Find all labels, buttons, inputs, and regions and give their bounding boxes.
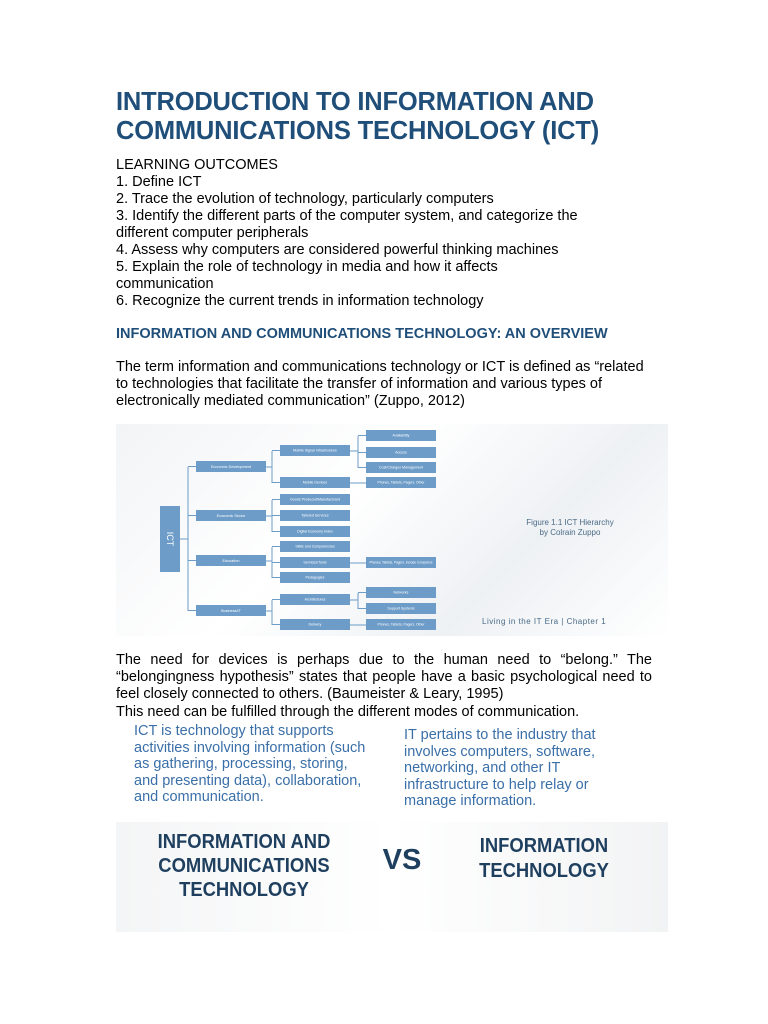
ict-definition-paragraph: The term information and communications technology or ICT is defined as “related to technologies that facilitate the transfer of information and various types of electronically mediated communication” (Zuppo, 2012) (116, 359, 644, 409)
outcome-item: 6. Recognize the current trends in information technology (116, 293, 484, 309)
belongingness-paragraph: The need for devices is perhaps due to the human need to “belong.” The “belongingness hypothesis” states that people have a basic psychological need to feel closely connected to others. (Baumeister & Leary, 1995) (116, 652, 652, 702)
level2-item-label: Services/Tools (303, 560, 327, 565)
modes-sentence: This need can be fulfilled through the different modes of communication. (116, 704, 580, 720)
learning-outcomes-heading: LEARNING OUTCOMES (116, 157, 278, 173)
ict-vs-it-banner (116, 822, 668, 932)
level3-item-label: Phones, Tablets, Pagers, Other (377, 622, 425, 627)
page-title: INTRODUCTION TO INFORMATION AND COMMUNICATIONS TECHNOLOGY (ICT) (116, 88, 599, 145)
level2-item-label: Tailored Services (301, 513, 329, 518)
level2-item-label: Goods Produced/Manufactured (290, 497, 340, 502)
level2-item-label: Architectures (304, 597, 326, 602)
outcome-item: 2. Trace the evolution of technology, particularly computers (116, 191, 494, 207)
level3-item-label: Availability (392, 433, 410, 438)
level2-item-label: Pedagogies (305, 575, 325, 580)
vs-label: VS (382, 844, 422, 876)
level1-item-label: Economic Development (210, 464, 252, 469)
ict-label: INFORMATION AND COMMUNICATIONS TECHNOLOGY (157, 831, 331, 901)
figure-caption-line1: Figure 1.1 ICT Hierarchy (526, 518, 614, 527)
figure-caption-line2: by Colrain Zuppo (539, 528, 601, 537)
level2-item-label: Skills and Competencies (295, 544, 335, 549)
level1-item-label: Education (222, 558, 240, 563)
it-label: INFORMATION TECHNOLOGY (479, 835, 609, 882)
level2-item-label: Mobile Devices (302, 480, 328, 485)
root-ict-label: ICT (165, 531, 175, 547)
overview-heading: INFORMATION AND COMMUNICATIONS TECHNOLOGY: AN OVERVIEW (116, 326, 608, 342)
level1-item-label: Economic Sector (216, 513, 246, 518)
ict-hierarchy-figure (116, 424, 668, 636)
outcome-item: 1. Define ICT (116, 174, 202, 190)
level3-item-label: Support Systems (387, 606, 415, 611)
level3-item-label: Access (395, 450, 407, 455)
outcome-item: 5. Explain the role of technology in media and how it affects communication (116, 259, 498, 292)
level2-item-label: Digital Economy Index (297, 529, 333, 534)
level3-item-label: Networks (393, 590, 409, 595)
level1-item-label: Business/IT (221, 608, 241, 613)
figure-caption (500, 518, 640, 538)
it-definition-callout: IT pertains to the industry that involves computers, software, networking, and other IT infrastructure to help relay or manage information. (404, 727, 596, 809)
figure-footer: Living in the IT Era | Chapter 1 (482, 617, 607, 626)
outcome-item: 3. Identify the different parts of the computer system, and categorize the different computer peripherals (116, 208, 578, 241)
level3-item-label: Phones, Tablets, Pagers, Other (377, 480, 425, 485)
level3-item-label: Cost/Charges Management (379, 465, 423, 470)
ict-definition-callout: ICT is technology that supports activities involving information (such as gathering, processing, storing, and presenting data), collaboration, and communication. (134, 723, 366, 805)
level3-item-label: Phones, Tablets, Pagers, Include Computers (369, 560, 433, 565)
outcome-item: 4. Assess why computers are considered powerful thinking machines (116, 242, 559, 258)
learning-outcomes-list (116, 174, 596, 310)
level2-item-label: Mobile Signal Infrastructure (293, 448, 337, 453)
level2-item-label: Delivery (308, 622, 322, 627)
